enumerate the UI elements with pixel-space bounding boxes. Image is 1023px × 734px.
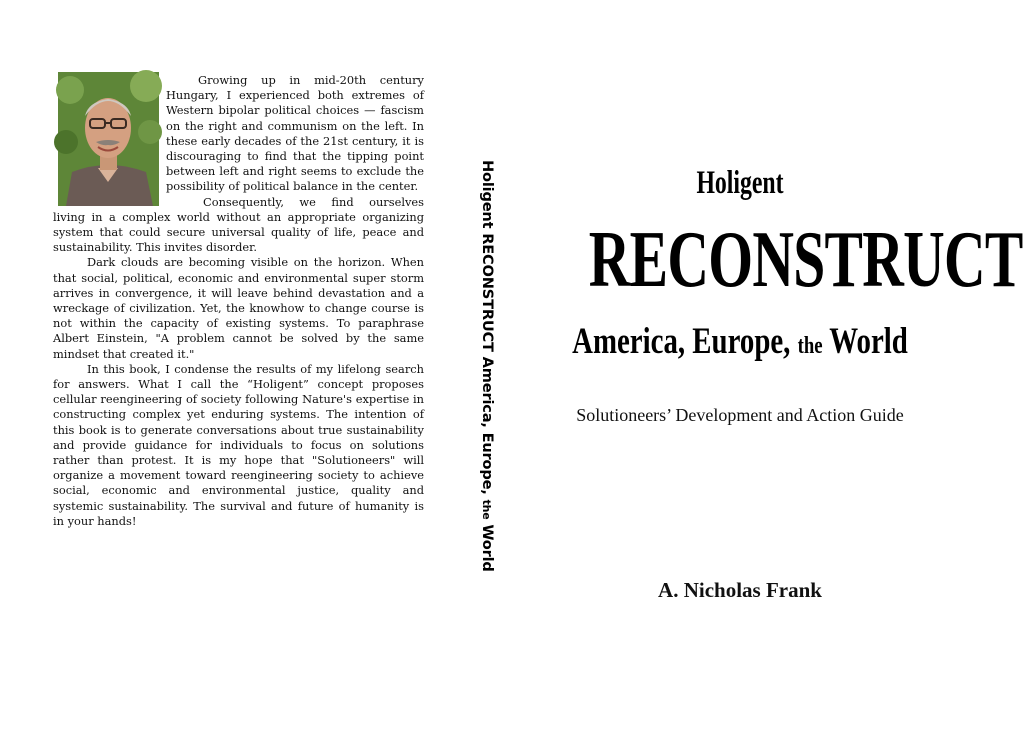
- back-cover: [0, 0, 460, 734]
- spine-title-the: the: [480, 499, 493, 520]
- front-cover: [530, 0, 1023, 734]
- tagline: Solutioneers’ Development and Action Guide: [576, 405, 904, 425]
- spine-title-end: World: [479, 524, 496, 572]
- author-bio: [53, 73, 424, 529]
- brand-title: Holigent: [696, 165, 784, 201]
- bio-paragraph: Consequently, we find ourselves living in a complex world without an appropriate organizing system that could secure universal quality of life, peace and sustainability. This invites disorder.: [53, 194, 424, 255]
- subtitle-part2: World: [829, 321, 908, 362]
- book-spine: [466, 160, 506, 580]
- spine-title-main: Holigent RECONSTRUCT America, Europe,: [479, 160, 496, 495]
- subtitle-the: the: [797, 333, 823, 359]
- bio-paragraph: Dark clouds are becoming visible on the horizon. When that social, political, economic and environmental super storm arrives in convergence, it will leave behind devastation and a wreckage of civilization. Yet, the knowhow to change course is not within the capacity of existing systems. To paraphrase Albert Einstein, "A problem cannot be solved by the same mindset that created it.": [53, 255, 424, 361]
- bio-paragraph: Growing up in mid-20th century Hungary, I experienced both extremes of Western bipolar political choices — fascism on the right and communism on the left. In these early decades of the 21st century, it is discouraging to find that the tipping point between left and right seems to exclude the possibility of political balance in the center.: [166, 73, 424, 194]
- author-name: A. Nicholas Frank: [658, 578, 822, 602]
- subtitle: [553, 320, 927, 363]
- bio-paragraph: In this book, I condense the results of my lifelong search for answers. What I call the “Holigent” concept proposes cellular reengineering of society following Nature's expertise in constructing complex yet enduring systems. The intention of this book is to generate conversations about true sustainability and provide guidance for individuals to focus on solutions rather than protest. It is my hope that "Solutioneers" will organize a movement toward reengineering society to achieve social, economic and environmental justice, quality and systemic sustainability. The survival and future of humanity is in your hands!: [53, 361, 424, 528]
- spine-title: [479, 160, 496, 572]
- subtitle-part1: America, Europe,: [572, 321, 791, 362]
- main-title: RECONSTRUCT: [588, 216, 1023, 304]
